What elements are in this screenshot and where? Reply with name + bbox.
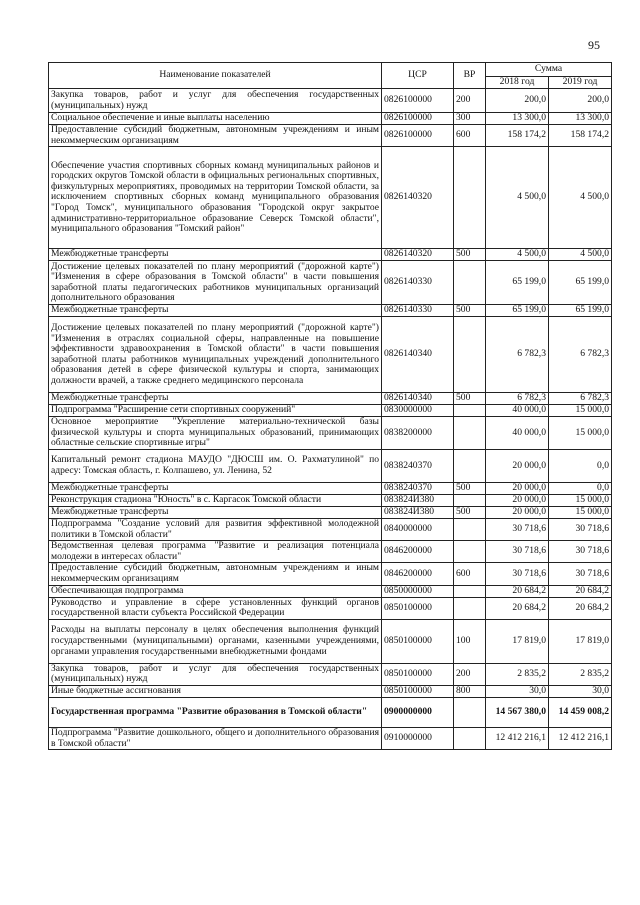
row-sum-2018: 2 835,2: [486, 663, 549, 685]
row-name: Закупка товаров, работ и услуг для обеспечения государственных (муниципальных) нужд: [49, 89, 382, 113]
row-csr-code: 0826140330: [382, 261, 454, 305]
row-csr-code: 0826140320: [382, 147, 454, 249]
table-row: [49, 89, 612, 113]
row-vr-code: 500: [454, 249, 486, 261]
row-vr-code: 600: [454, 125, 486, 147]
row-sum-2019: 14 459 008,2: [549, 697, 612, 727]
table-row: [49, 125, 612, 147]
table-row: [49, 541, 612, 563]
table-row: [49, 113, 612, 125]
row-sum-2018: 20 000,0: [486, 494, 549, 506]
table-row: [49, 494, 612, 506]
row-vr-code: [454, 147, 486, 249]
row-vr-code: 800: [454, 685, 486, 697]
row-sum-2018: 65 199,0: [486, 261, 549, 305]
row-csr-code: 0826100000: [382, 125, 454, 147]
row-csr-code: 083824И380: [382, 506, 454, 518]
row-sum-2019: 6 782,3: [549, 393, 612, 405]
row-name: Обеспечивающая подпрограмма: [49, 585, 382, 597]
table-row: [49, 417, 612, 450]
row-sum-2018: 40 000,0: [486, 405, 549, 417]
row-name: Межбюджетные трансферты: [49, 249, 382, 261]
row-csr-code: 0826140340: [382, 393, 454, 405]
row-name: Предоставление субсидий бюджетным, автономным учреждениям и иным некоммерческим организациям: [49, 563, 382, 585]
row-name: Межбюджетные трансферты: [49, 482, 382, 494]
table-row: [49, 506, 612, 518]
table-row: [49, 405, 612, 417]
row-sum-2019: 17 819,0: [549, 619, 612, 663]
row-sum-2018: 6 782,3: [486, 317, 549, 393]
row-csr-code: 0838240370: [382, 482, 454, 494]
row-vr-code: 600: [454, 563, 486, 585]
row-sum-2018: 65 199,0: [486, 305, 549, 317]
row-csr-code: 0826140320: [382, 249, 454, 261]
table-row: [49, 305, 612, 317]
row-name: Капитальный ремонт стадиона МАУДО "ДЮСШ им. О. Рахматулиной" по адресу: Томская область, г. Колпашево, ул. Ленина, 52: [49, 449, 382, 482]
row-sum-2018: 20 000,0: [486, 482, 549, 494]
row-sum-2018: 4 500,0: [486, 147, 549, 249]
row-csr-code: 0850100000: [382, 663, 454, 685]
row-vr-code: [454, 597, 486, 619]
row-sum-2019: 6 782,3: [549, 317, 612, 393]
row-sum-2019: 65 199,0: [549, 305, 612, 317]
row-name: Обеспечение участия спортивных сборных команд муниципальных районов и городских округов Томской области в официальных региональных спортивных, физкультурных мероприятиях, проводимых на территории Томской области, за исключением спортивных сборных команд муниципального образования "Город Томск", муниципального образования "Городской округ закрытое административно-территориальное образование Северск Томской области", муниципального образования "Томский район": [49, 147, 382, 249]
row-vr-code: [454, 585, 486, 597]
header-year-2019: 2019 год: [549, 77, 612, 89]
row-sum-2018: 12 412 216,1: [486, 727, 549, 749]
row-name: Ведомственная целевая программа "Развитие и реализация потенциала молодежи в интересах области": [49, 541, 382, 563]
row-name: Межбюджетные трансферты: [49, 305, 382, 317]
row-sum-2018: 20 000,0: [486, 506, 549, 518]
table-row: [49, 563, 612, 585]
row-sum-2019: 2 835,2: [549, 663, 612, 685]
row-sum-2019: 65 199,0: [549, 261, 612, 305]
row-sum-2019: 30 718,6: [549, 541, 612, 563]
row-name: Расходы на выплаты персоналу в целях обеспечения выполнения функций государственными (муниципальными) органами, казенными учреждениями, органами управления государственными внебюджетными фондами: [49, 619, 382, 663]
table-row: [49, 727, 612, 749]
row-sum-2018: 30 718,6: [486, 518, 549, 540]
row-sum-2018: 200,0: [486, 89, 549, 113]
table-row: [49, 449, 612, 482]
budget-table: [48, 62, 612, 750]
table-row: [49, 619, 612, 663]
row-vr-code: [454, 727, 486, 749]
row-name: Межбюджетные трансферты: [49, 393, 382, 405]
row-name: Государственная программа "Развитие образования в Томской области": [49, 697, 382, 727]
row-name: Межбюджетные трансферты: [49, 506, 382, 518]
row-sum-2018: 40 000,0: [486, 417, 549, 450]
row-name: Подпрограмма "Создание условий для развития эффективной молодежной политики в Томской области": [49, 518, 382, 540]
row-name: Предоставление субсидий бюджетным, автономным учреждениям и иным некоммерческим организациям: [49, 125, 382, 147]
row-vr-code: [454, 317, 486, 393]
row-name: Социальное обеспечение и иные выплаты населению: [49, 113, 382, 125]
header-name: Наименование показателей: [49, 63, 382, 89]
row-sum-2019: 0,0: [549, 449, 612, 482]
table-row: [49, 249, 612, 261]
row-sum-2019: 20 684,2: [549, 597, 612, 619]
row-sum-2018: 14 567 380,0: [486, 697, 549, 727]
table-row: [49, 147, 612, 249]
row-csr-code: 0826140330: [382, 305, 454, 317]
row-name: Иные бюджетные ассигнования: [49, 685, 382, 697]
row-csr-code: 0826100000: [382, 89, 454, 113]
row-sum-2018: 158 174,2: [486, 125, 549, 147]
header-vr: ВР: [454, 63, 486, 89]
row-sum-2019: 30,0: [549, 685, 612, 697]
row-name: Основное мероприятие "Укрепление материально-технической базы физической культуры и спорта муниципальных образований, принимающих областные сельские спортивные игры": [49, 417, 382, 450]
row-name: Достижение целевых показателей по плану мероприятий ("дорожной карте") "Изменения в сфере образования в Томской области" в части повышения заработной платы педагогических работников муниципальных организаций дополнительного образования: [49, 261, 382, 305]
row-vr-code: [454, 697, 486, 727]
row-name: Подпрограмма "Развитие дошкольного, общего и дополнительного образования в Томской области": [49, 727, 382, 749]
row-sum-2018: 20 684,2: [486, 585, 549, 597]
row-sum-2019: 13 300,0: [549, 113, 612, 125]
row-sum-2019: 30 718,6: [549, 563, 612, 585]
row-sum-2019: 158 174,2: [549, 125, 612, 147]
row-vr-code: 300: [454, 113, 486, 125]
row-csr-code: 0840000000: [382, 518, 454, 540]
row-csr-code: 0830000000: [382, 405, 454, 417]
row-sum-2019: 4 500,0: [549, 147, 612, 249]
row-sum-2018: 4 500,0: [486, 249, 549, 261]
page-number: 95: [588, 38, 600, 52]
row-vr-code: 500: [454, 482, 486, 494]
row-csr-code: 0910000000: [382, 727, 454, 749]
table-row: [49, 518, 612, 540]
row-vr-code: [454, 494, 486, 506]
row-sum-2019: 15 000,0: [549, 494, 612, 506]
row-vr-code: [454, 449, 486, 482]
row-sum-2019: 12 412 216,1: [549, 727, 612, 749]
row-vr-code: [454, 405, 486, 417]
table-row: [49, 482, 612, 494]
table-row: [49, 393, 612, 405]
table-row: [49, 697, 612, 727]
row-sum-2018: 30,0: [486, 685, 549, 697]
row-sum-2018: 30 718,6: [486, 541, 549, 563]
table-row: [49, 685, 612, 697]
row-sum-2019: 200,0: [549, 89, 612, 113]
row-sum-2019: 15 000,0: [549, 417, 612, 450]
row-vr-code: 500: [454, 506, 486, 518]
row-sum-2019: 0,0: [549, 482, 612, 494]
row-vr-code: 100: [454, 619, 486, 663]
row-csr-code: 0826140340: [382, 317, 454, 393]
row-csr-code: 0850100000: [382, 597, 454, 619]
row-vr-code: [454, 541, 486, 563]
row-csr-code: 0826100000: [382, 113, 454, 125]
table-row: [49, 585, 612, 597]
header-sum: Сумма: [486, 63, 612, 77]
row-csr-code: 0850100000: [382, 619, 454, 663]
row-sum-2019: 15 000,0: [549, 506, 612, 518]
row-name: Подпрограмма "Расширение сети спортивных сооружений": [49, 405, 382, 417]
row-vr-code: 500: [454, 305, 486, 317]
row-name: Руководство и управление в сфере установленных функций органов государственной власти субъекта Российской Федерации: [49, 597, 382, 619]
row-vr-code: 200: [454, 89, 486, 113]
row-sum-2018: 6 782,3: [486, 393, 549, 405]
row-name: Реконструкция стадиона "Юность" в с. Каргасок Томской области: [49, 494, 382, 506]
row-name: Закупка товаров, работ и услуг для обеспечения государственных (муниципальных) нужд: [49, 663, 382, 685]
table-row: [49, 597, 612, 619]
row-sum-2018: 30 718,6: [486, 563, 549, 585]
row-vr-code: [454, 518, 486, 540]
row-csr-code: 0900000000: [382, 697, 454, 727]
row-csr-code: 083824И380: [382, 494, 454, 506]
row-sum-2018: 17 819,0: [486, 619, 549, 663]
row-sum-2019: 15 000,0: [549, 405, 612, 417]
row-csr-code: 0838200000: [382, 417, 454, 450]
row-vr-code: [454, 417, 486, 450]
row-sum-2019: 4 500,0: [549, 249, 612, 261]
header-csr: ЦСР: [382, 63, 454, 89]
row-csr-code: 0846200000: [382, 563, 454, 585]
row-vr-code: 200: [454, 663, 486, 685]
table-row: [49, 663, 612, 685]
row-sum-2019: 20 684,2: [549, 585, 612, 597]
row-vr-code: 500: [454, 393, 486, 405]
row-csr-code: 0850000000: [382, 585, 454, 597]
row-csr-code: 0838240370: [382, 449, 454, 482]
row-csr-code: 0850100000: [382, 685, 454, 697]
row-vr-code: [454, 261, 486, 305]
header-year-2018: 2018 год: [486, 77, 549, 89]
row-csr-code: 0846200000: [382, 541, 454, 563]
row-sum-2018: 13 300,0: [486, 113, 549, 125]
row-sum-2019: 30 718,6: [549, 518, 612, 540]
table-row: [49, 317, 612, 393]
row-sum-2018: 20 684,2: [486, 597, 549, 619]
table-row: [49, 261, 612, 305]
row-sum-2018: 20 000,0: [486, 449, 549, 482]
row-name: Достижение целевых показателей по плану мероприятий ("дорожной карте") "Изменения в отраслях социальной сферы, направленные на повышение эффективности здравоохранения в Томской области" в части повышения заработной платы работников муниципальных учреждений дополнительного образования детей в сфере физической культуры и спорта, занимающих должности врачей, а также среднего медицинского персонала: [49, 317, 382, 393]
